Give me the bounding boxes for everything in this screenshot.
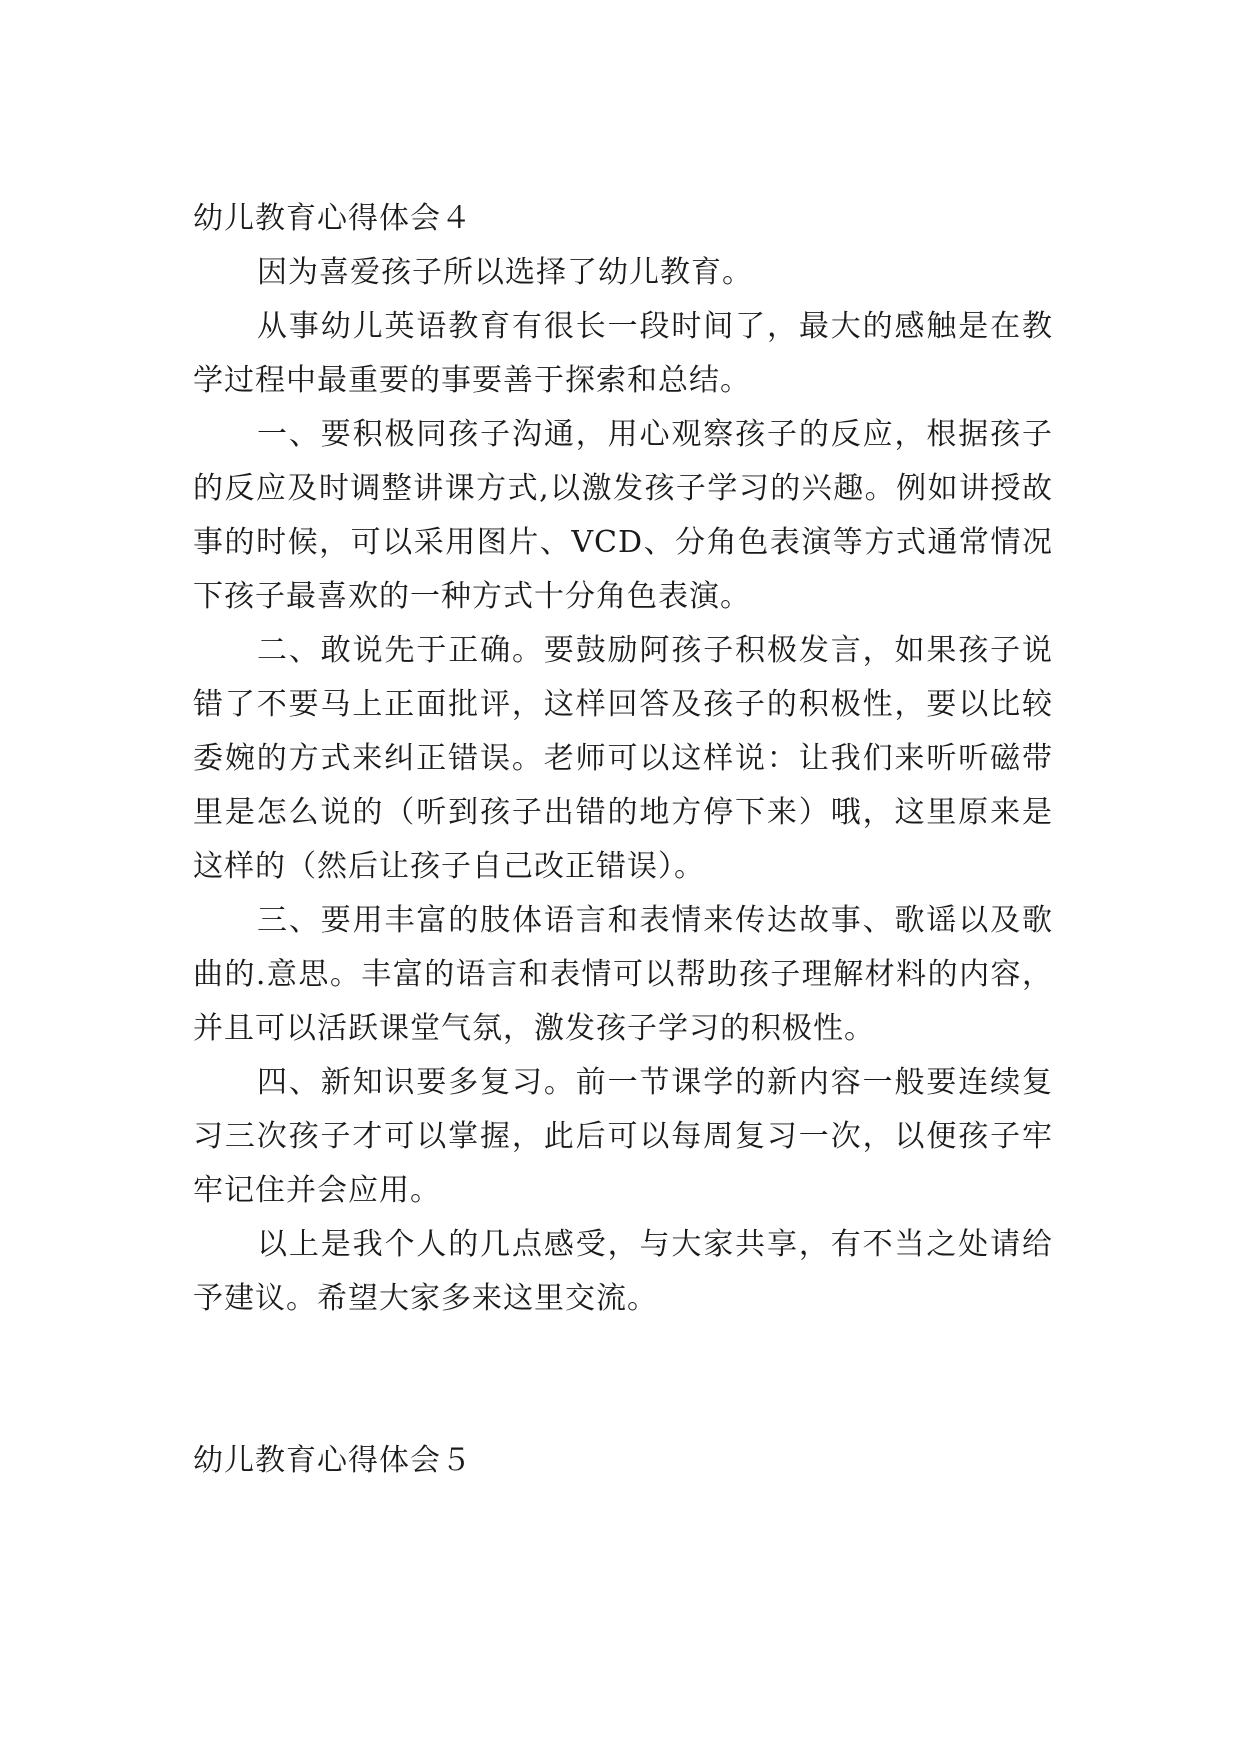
- section-heading-4: 幼儿教育心得体会４: [193, 201, 472, 236]
- paragraph: 以上是我个人的几点感受，与大家共享，有不当之处请给予建议。希望大家多来这里交流。: [193, 1227, 1053, 1316]
- document-body: [193, 192, 1053, 1488]
- paragraph: 四、新知识要多复习。前一节课学的新内容一般要连续复习三次孩子才可以掌握，此后可以每周复习一次，以便孩子牢牢记住并会应用。: [193, 1065, 1053, 1208]
- paragraph: 因为喜爱孩子所以选择了幼儿教育。: [257, 255, 753, 290]
- paragraph: 从事幼儿英语教育有很长一段时间了，最大的感触是在教学过程中最重要的事要善于探索和总结。: [193, 309, 1053, 398]
- section-heading-5: 幼儿教育心得体会５: [193, 1443, 472, 1478]
- paragraph: 三、要用丰富的肢体语言和表情来传达故事、歌谣以及歌曲的.意思。丰富的语言和表情可以帮助孩子理解材料的内容，并且可以活跃课堂气氛，激发孩子学习的积极性。: [193, 903, 1053, 1046]
- paragraph: 二、敢说先于正确。要鼓励阿孩子积极发言，如果孩子说错了不要马上正面批评，这样回答及孩子的积极性，要以比较委婉的方式来纠正错误。老师可以这样说：让我们来听听磁带里是怎么说的（听到孩子出错的地方停下来）哦，这里原来是这样的（然后让孩子自己改正错误）。: [193, 633, 1053, 884]
- section-gap: [193, 1326, 1053, 1434]
- paragraph: 一、要积极同孩子沟通，用心观察孩子的反应，根据孩子的反应及时调整讲课方式,以激发孩子学习的兴趣。例如讲授故事的时候，可以采用图片、VCD、分角色表演等方式通常情况下孩子最喜欢的一种方式十分角色表演。: [193, 417, 1053, 614]
